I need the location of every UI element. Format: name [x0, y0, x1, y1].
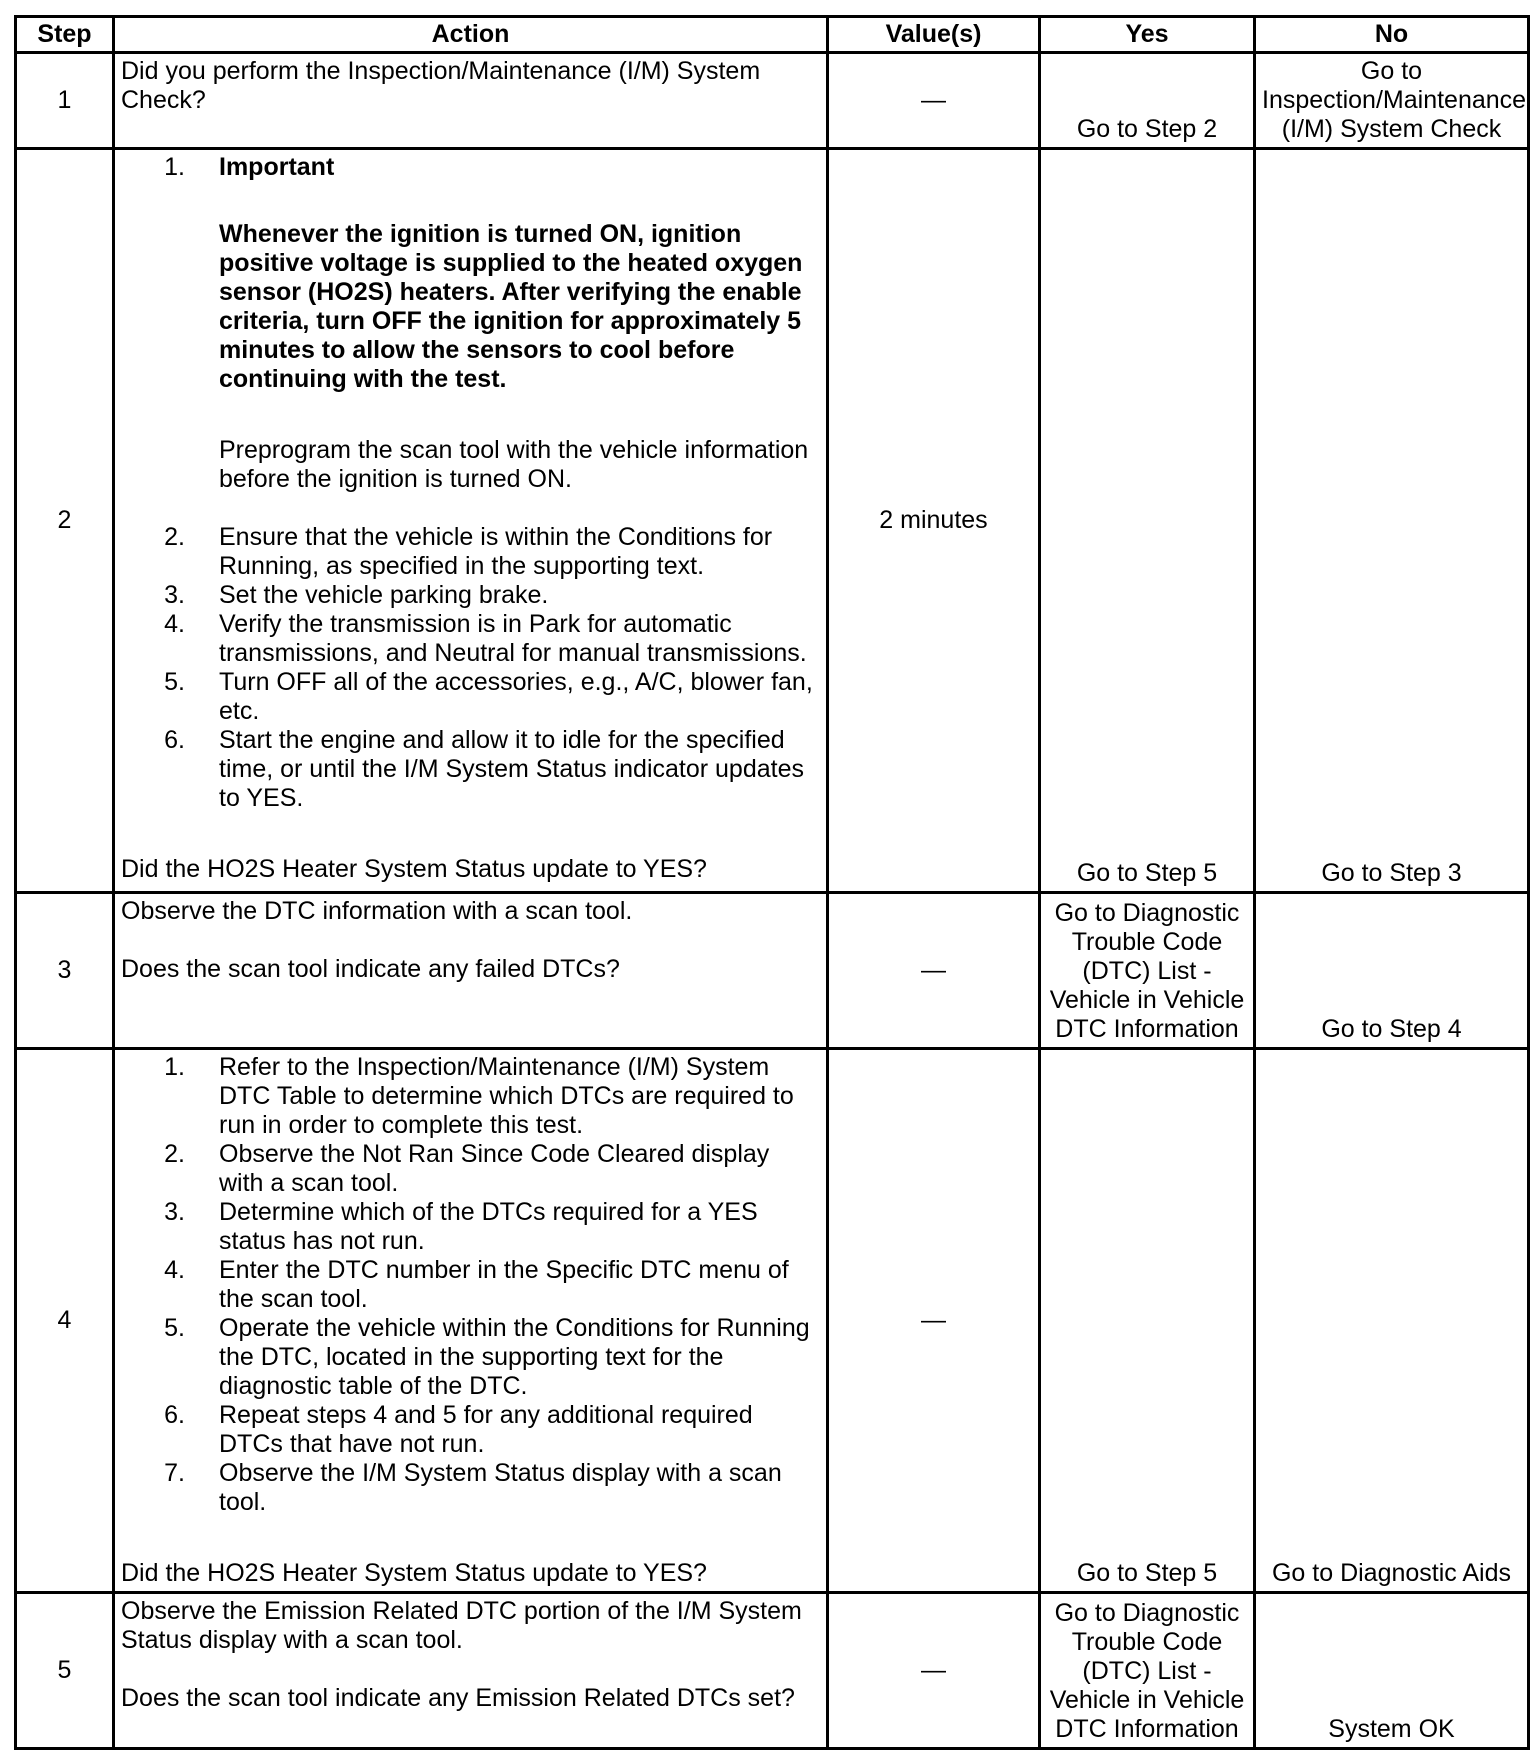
list-item	[121, 668, 820, 726]
list-item-text: Set the vehicle parking brake.	[219, 581, 549, 609]
yes-cell: Go to Diagnostic Trouble Code (DTC) List - Vehicle in Vehicle DTC Information	[1040, 1593, 1255, 1749]
list-item	[121, 1314, 820, 1401]
list-item-number: 3.	[164, 581, 185, 609]
list-item-text: Enter the DTC number in the Specific DTC menu of the scan tool.	[219, 1256, 789, 1313]
action-cell	[114, 1049, 828, 1593]
diagnostic-table	[14, 15, 1530, 1750]
table-row-step-4	[16, 1049, 1529, 1593]
procedure-list	[121, 153, 820, 813]
header-action: Action	[114, 17, 828, 53]
header-yes: Yes	[1040, 17, 1255, 53]
value-cell: —	[828, 1593, 1040, 1749]
yes-cell: Go to Step 5	[1040, 149, 1255, 893]
action-cell	[114, 893, 828, 1049]
action-cell	[114, 1593, 828, 1749]
table-row-step-5	[16, 1593, 1529, 1749]
list-item	[121, 610, 820, 668]
list-item-number: 6.	[164, 1401, 185, 1429]
step-number: 4	[16, 1049, 114, 1593]
step-number: 3	[16, 893, 114, 1049]
header-no: No	[1255, 17, 1529, 53]
action-question: Did you perform the Inspection/Maintenance (I/M) System Check?	[121, 57, 761, 114]
action-instruction: Observe the DTC information with a scan tool.	[121, 897, 633, 925]
list-item	[121, 1053, 820, 1140]
value-cell: —	[828, 893, 1040, 1049]
no-cell: System OK	[1255, 1593, 1529, 1749]
no-cell: Go to Inspection/Maintenance (I/M) System Check	[1255, 53, 1529, 149]
list-item-number: 2.	[164, 523, 185, 551]
list-item	[121, 1198, 820, 1256]
list-item-text: Determine which of the DTCs required for a YES status has not run.	[219, 1198, 758, 1255]
yes-cell: Go to Step 2	[1040, 53, 1255, 149]
list-item-number: 3.	[164, 1198, 185, 1226]
action-cell	[114, 149, 828, 893]
list-item	[121, 726, 820, 813]
header-values: Value(s)	[828, 17, 1040, 53]
value-cell: —	[828, 53, 1040, 149]
action-question: Did the HO2S Heater System Status update to YES?	[121, 855, 707, 883]
important-title: Important	[219, 153, 335, 181]
list-item-text: Verify the transmission is in Park for automatic transmissions, and Neutral for manual transmissions.	[219, 610, 807, 667]
list-item-text: Operate the vehicle within the Conditions for Running the DTC, located in the supporting text for the diagnostic table of the DTC.	[219, 1314, 810, 1400]
list-item-important	[121, 153, 820, 523]
list-item-text: Ensure that the vehicle is within the Conditions for Running, as specified in the supporting text.	[219, 523, 773, 580]
header-row	[16, 17, 1529, 53]
list-item-text: Observe the Not Ran Since Code Cleared display with a scan tool.	[219, 1140, 770, 1197]
list-item-number: 5.	[164, 1314, 185, 1342]
procedure-list	[121, 1053, 820, 1517]
list-item-text: Refer to the Inspection/Maintenance (I/M) System DTC Table to determine which DTCs are required to run in order to complete this test.	[219, 1053, 794, 1139]
table-row-step-1	[16, 53, 1529, 149]
yes-cell: Go to Step 5	[1040, 1049, 1255, 1593]
list-item-number: 6.	[164, 726, 185, 754]
step-number: 5	[16, 1593, 114, 1749]
list-item	[121, 1140, 820, 1198]
preprogram-text: Preprogram the scan tool with the vehicle information before the ignition is turned ON.	[219, 436, 809, 493]
list-item-number: 1.	[164, 1053, 185, 1081]
table-row-step-3	[16, 893, 1529, 1049]
action-question: Does the scan tool indicate any Emission Related DTCs set?	[121, 1684, 795, 1712]
header-step: Step	[16, 17, 114, 53]
action-cell	[114, 53, 828, 149]
step-number: 1	[16, 53, 114, 149]
list-item-text: Repeat steps 4 and 5 for any additional required DTCs that have not run.	[219, 1401, 753, 1458]
important-text: Whenever the ignition is turned ON, ignition positive voltage is supplied to the heated oxygen sensor (HO2S) heaters. After verifying the enable criteria, turn OFF the ignition for approximately 5 minutes to allow the sensors to cool before continuing with the test.	[219, 220, 803, 393]
value-cell: —	[828, 1049, 1040, 1593]
no-cell: Go to Step 4	[1255, 893, 1529, 1049]
no-cell: Go to Diagnostic Aids	[1255, 1049, 1529, 1593]
action-question: Did the HO2S Heater System Status update to YES?	[121, 1559, 707, 1587]
list-item-number: 4.	[164, 1256, 185, 1284]
action-instruction: Observe the Emission Related DTC portion of the I/M System Status display with a scan tool.	[121, 1597, 802, 1654]
step-number: 2	[16, 149, 114, 893]
list-item	[121, 1256, 820, 1314]
list-item-number: 4.	[164, 610, 185, 638]
list-item-number: 7.	[164, 1459, 185, 1487]
no-cell: Go to Step 3	[1255, 149, 1529, 893]
list-item-number: 1.	[164, 153, 185, 181]
list-item	[121, 523, 820, 581]
important-block	[219, 153, 820, 523]
list-item-text: Observe the I/M System Status display with a scan tool.	[219, 1459, 782, 1516]
yes-cell: Go to Diagnostic Trouble Code (DTC) List - Vehicle in Vehicle DTC Information	[1040, 893, 1255, 1049]
value-cell: 2 minutes	[828, 149, 1040, 893]
list-item-number: 5.	[164, 668, 185, 696]
list-item-text: Turn OFF all of the accessories, e.g., A/C, blower fan, etc.	[219, 668, 813, 725]
list-item	[121, 1401, 820, 1459]
table-row-step-2	[16, 149, 1529, 893]
action-question: Does the scan tool indicate any failed DTCs?	[121, 955, 620, 983]
list-item	[121, 1459, 820, 1517]
list-item	[121, 581, 820, 610]
list-item-number: 2.	[164, 1140, 185, 1168]
list-item-text: Start the engine and allow it to idle for the specified time, or until the I/M System Status indicator updates to YES.	[219, 726, 804, 812]
